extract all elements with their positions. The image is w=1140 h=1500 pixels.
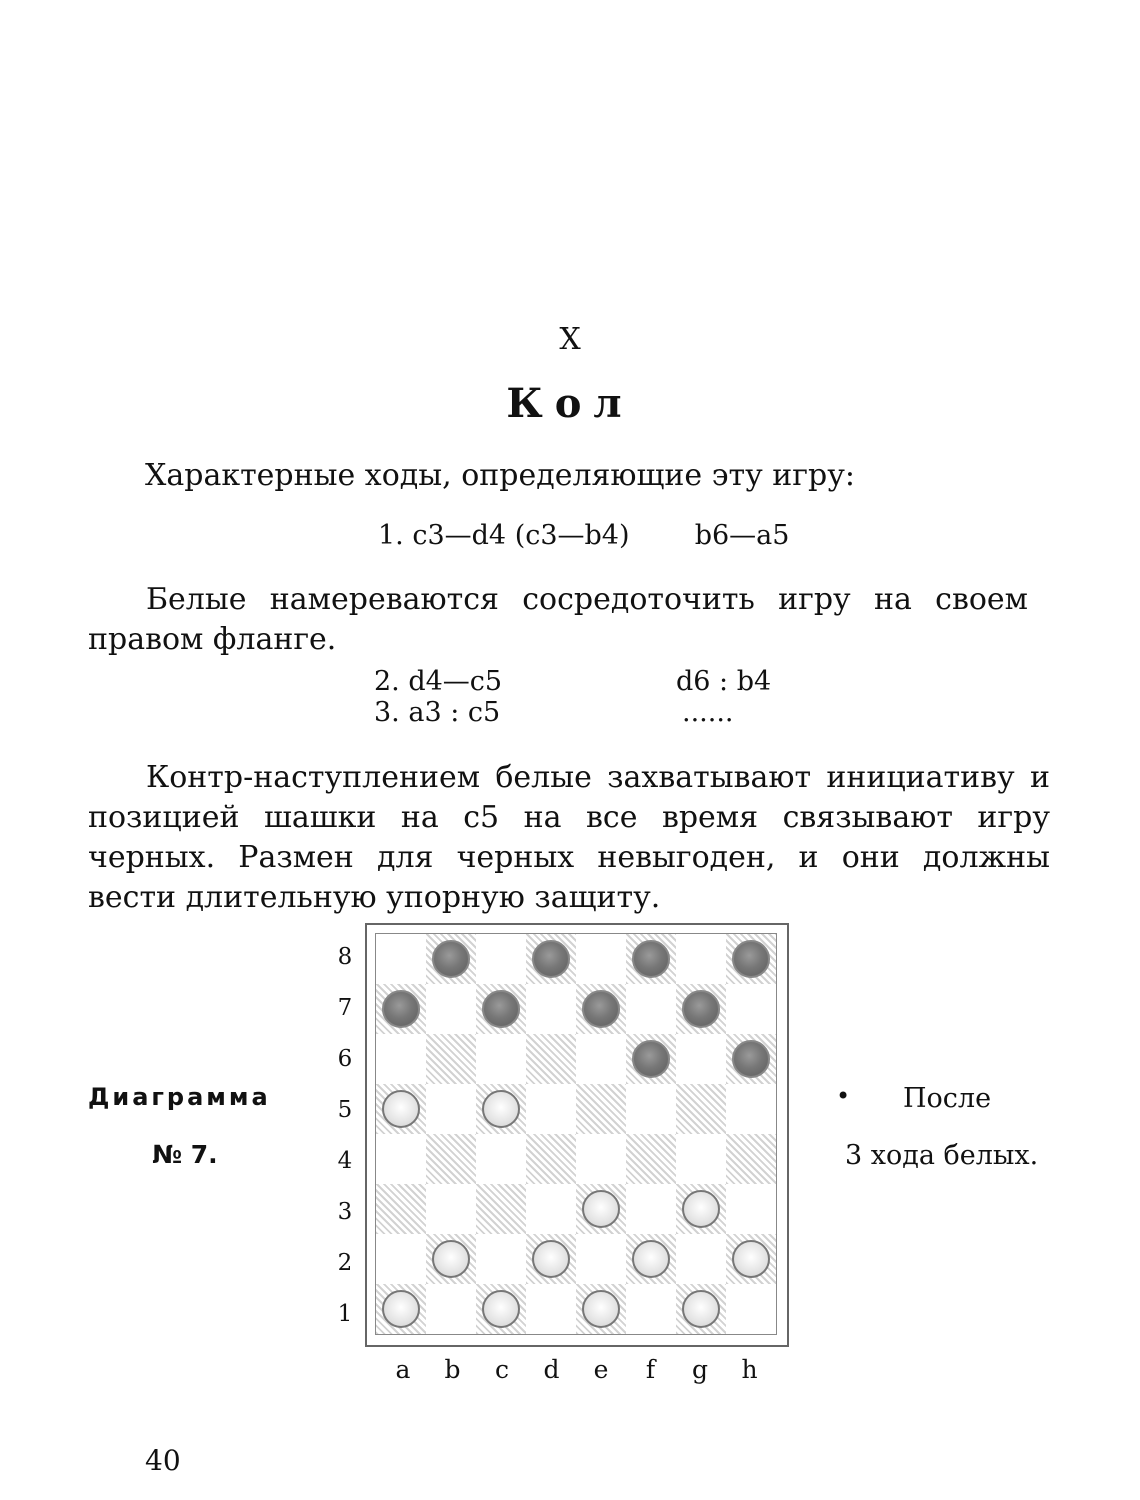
board-square <box>476 1134 526 1184</box>
black-checker <box>682 990 720 1028</box>
move-white: 3. а3 : с5 <box>374 697 501 728</box>
board-square <box>476 1184 526 1234</box>
board-square <box>526 1084 576 1134</box>
board-square <box>626 1084 676 1134</box>
file-label: c <box>494 1355 509 1384</box>
board-square <box>676 1234 726 1284</box>
intro-text: Характерные ходы, определяющие эту игру: <box>145 458 855 493</box>
file-label: h <box>741 1355 758 1384</box>
white-checker <box>582 1290 620 1328</box>
move-1-row <box>378 520 789 551</box>
board-square <box>676 1034 726 1084</box>
white-checker <box>482 1090 520 1128</box>
white-checker <box>732 1240 770 1278</box>
move-black: d6 : b4 <box>676 666 772 697</box>
board-square <box>426 1084 476 1134</box>
move-1-black: b6—а5 <box>694 520 790 551</box>
rank-label: 7 <box>337 995 353 1021</box>
board-square <box>676 1134 726 1184</box>
board-square <box>476 1034 526 1084</box>
board-square <box>676 934 726 984</box>
board-square <box>476 934 526 984</box>
move-white: 2. d4—с5 <box>374 666 503 697</box>
board-square <box>726 1134 776 1184</box>
board-square <box>426 1134 476 1184</box>
black-checker <box>582 990 620 1028</box>
rank-label: 4 <box>337 1148 353 1174</box>
diagram-number: № 7. <box>152 1140 218 1169</box>
board-square <box>626 1134 676 1184</box>
board-square <box>426 984 476 1034</box>
diagram-caption-line2: 3 хода белых. <box>845 1140 1039 1171</box>
board-square <box>576 1034 626 1084</box>
paragraph-2: Контр-наступлением белые захватывают инициативу и позицией шашки на с5 на все время связывают игру черных. Размен для черных невыгоден, и они должны вести длительную упорную защиту. <box>88 760 1050 915</box>
board-square <box>726 1084 776 1134</box>
diagram-label: Диаграмма <box>88 1083 271 1111</box>
white-checker <box>382 1090 420 1128</box>
board-square <box>526 984 576 1034</box>
move-black: ...... <box>682 697 734 728</box>
chapter-title: Кол <box>506 380 634 427</box>
rank-label: 3 <box>337 1199 353 1225</box>
board-square <box>576 1134 626 1184</box>
rank-label: 6 <box>337 1046 353 1072</box>
board-square <box>576 1234 626 1284</box>
board-square <box>576 934 626 984</box>
board-square <box>376 1134 426 1184</box>
board-square <box>376 1034 426 1084</box>
board-square <box>376 934 426 984</box>
rank-label: 2 <box>337 1250 353 1276</box>
board-square <box>526 1034 576 1084</box>
rank-label: 1 <box>337 1301 353 1327</box>
black-checker <box>732 1040 770 1078</box>
black-checker <box>732 940 770 978</box>
file-label: g <box>691 1355 708 1384</box>
white-checker <box>532 1240 570 1278</box>
rank-label: 8 <box>337 944 353 970</box>
board-square <box>426 1034 476 1084</box>
diagram-caption-line1: После <box>903 1083 992 1114</box>
black-checker <box>632 940 670 978</box>
black-checker <box>482 990 520 1028</box>
black-checker <box>382 990 420 1028</box>
white-checker <box>482 1290 520 1328</box>
black-checker <box>532 940 570 978</box>
board-square <box>526 1284 576 1334</box>
board-square <box>726 1184 776 1234</box>
board-square <box>576 1084 626 1134</box>
board-square <box>526 1184 576 1234</box>
board-square <box>726 984 776 1034</box>
board-square <box>726 1284 776 1334</box>
white-checker <box>582 1190 620 1228</box>
file-label: b <box>444 1355 461 1384</box>
white-checker <box>682 1290 720 1328</box>
white-checker <box>682 1190 720 1228</box>
black-checker <box>632 1040 670 1078</box>
board-square <box>626 1184 676 1234</box>
white-checker <box>632 1240 670 1278</box>
black-checker <box>432 940 470 978</box>
board-square <box>676 1084 726 1134</box>
paragraph-1: Белые намереваются сосредоточить игру на своем правом фланге. <box>88 582 1028 657</box>
bullet-mark: • <box>836 1082 851 1110</box>
page-number: 40 <box>145 1444 181 1477</box>
file-label: e <box>593 1355 609 1384</box>
board-square <box>376 1234 426 1284</box>
board-square <box>476 1234 526 1284</box>
move-1-white: 1. с3—d4 (с3—b4) <box>378 520 630 551</box>
board-square <box>626 984 676 1034</box>
white-checker <box>432 1240 470 1278</box>
file-label: f <box>645 1355 656 1384</box>
white-checker <box>382 1290 420 1328</box>
board-square <box>526 1134 576 1184</box>
checkers-board <box>365 923 789 1347</box>
board-square <box>426 1184 476 1234</box>
file-label: d <box>543 1355 560 1384</box>
board-square <box>376 1184 426 1234</box>
rank-label: 5 <box>337 1097 353 1123</box>
board-grid <box>375 933 777 1335</box>
file-label: a <box>395 1355 411 1384</box>
board-square <box>426 1284 476 1334</box>
board-square <box>626 1284 676 1334</box>
chapter-number: X <box>559 322 581 357</box>
